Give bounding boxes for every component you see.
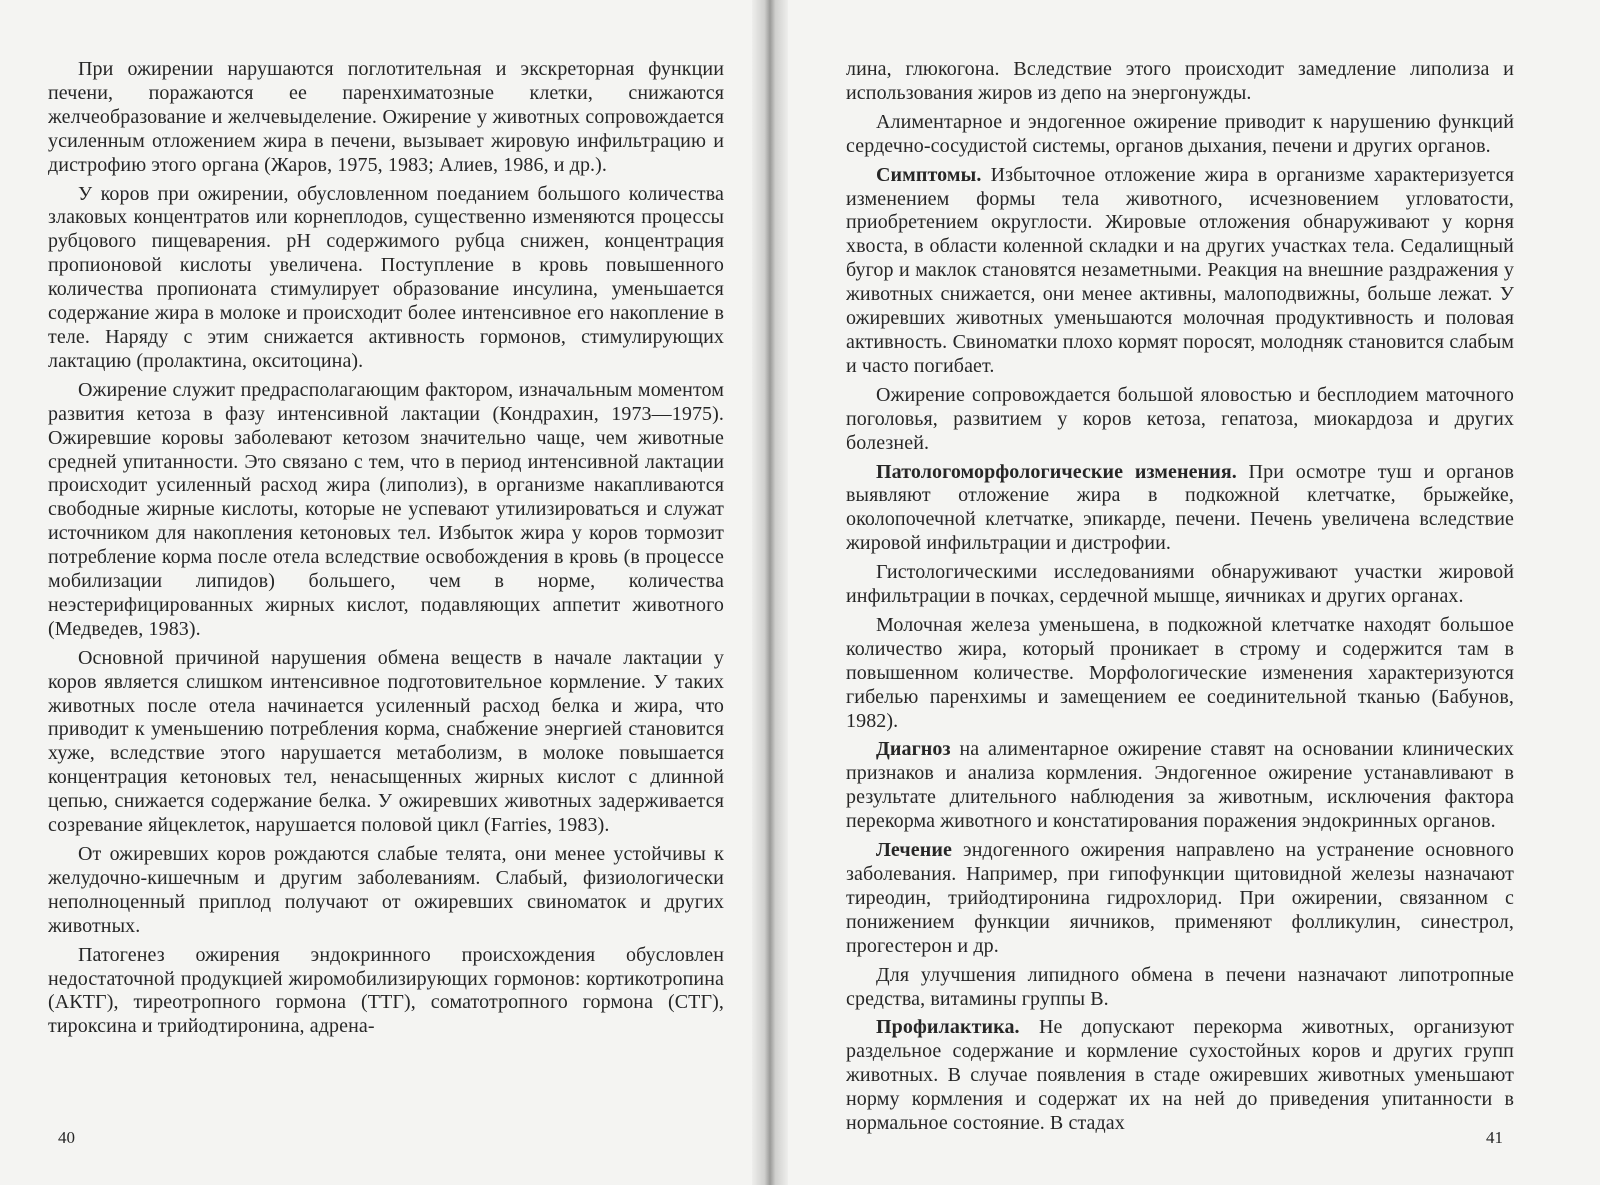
section-heading-diagnosis: Диагноз (876, 738, 951, 761)
section-heading-symptoms: Симптомы. (876, 163, 982, 186)
page-number-right: 41 (1486, 1128, 1503, 1147)
paragraph: У коров при ожирении, обусловленном поеданием большого количества злаковых концентратов или корнеплодов, существенно изменяются процессы рубцового пищеварения. pH содержимого рубца снижен, концентрация пропионовой кислоты увеличена. Поступление в кровь повышенного количества пропионата стимулирует образование инсулина, уменьшается содержание жира в молоке и происходит более интенсивное его накопление в теле. Наряду с этим снижается активность гормонов, стимулирующих лактацию (пролактина, окситоцина). (48, 182, 724, 372)
page-number-left: 40 (58, 1128, 75, 1147)
paragraph: Ожирение служит предрасполагающим фактором, изначальным моментом развития кетоза в фазу интенсивной лактации (Кондрахин, 1973—1975). Ожиревшие коровы заболевают кетозом значительно чаще, чем животные средней упитанности. Это связано с тем, что в период интенсивной лактации происходит усиленный расход жира (липолиз), в организме накапливаются свободные жирные кислоты, которые не успевают утилизироваться и служат источником для накопления кетоновых тел. Избыток жира у коров тормозит потребление корма после отела вследствие освобождения в кровь (в процессе мобилизации липидов) большего, чем в норме, количества неэстерифицированных жирных кислот, подавляющих аппетит животного (Медведев, 1983). (48, 378, 724, 640)
paragraph-text: на алиментарное ожирение ставят на основании клинических признаков и анализа кормления. Эндогенное ожирение устанавливают в результате длительного наблюдения за животным, исключения фактора перекорма животного и констатирования поражения эндокринных органов. (846, 738, 1514, 833)
paragraph: Основной причиной нарушения обмена веществ в начале лактации у коров является слишком интенсивное подготовительное кормление. У таких животных после отела начинается усиленный расход белка и жира, что приводит к уменьшению потребления корма, снабжение энергией становится хуже, вследствие этого нарушается метаболизм, в молоке повышается концентрация кетоновых тел, ненасыщенных жирных кислот с длинной цепью, снижается содержание белка. У ожиревших животных задерживается созревание яйцеклеток, нарушается половой цикл (Farries, 1983). (48, 646, 724, 837)
book-gutter (752, 0, 788, 1185)
section-heading-treatment: Лечение (876, 839, 952, 862)
paragraph: При ожирении нарушаются поглотительная и экскреторная функции печени, поражаются ее паренхиматозные клетки, снижаются желчеобразование и желчевыделение. Ожирение у животных сопровождается усиленным отложением жира в печени, вызывает жировую инфильтрацию и дистрофию этого органа (Жаров, 1975, 1983; Алиев, 1986, и др.). (48, 58, 724, 176)
paragraph: Алиментарное и эндогенное ожирение приводит к нарушению функций сердечно-сосудистой системы, органов дыхания, печени и других органов. (846, 110, 1514, 157)
paragraph-text: Избыточное отложение жира в организме характеризуется изменением формы тела животного, исчезновением угловатости, приобретением округлости. Жировые отложения обнаруживают у корня хвоста, в области коленной складки и на других участках тела. Седалищный бугор и маклок становятся незаметными. Реакция на внешние раздражения у животных снижается, они менее активны, малоподвижны, больше лежат. У ожиревших животных уменьшаются молочная продуктивность и половая активность. Свиноматки плохо кормят поросят, молодняк становится слабым и часто погибает. (846, 163, 1514, 377)
paragraph-text: При осмотре туш и органов выявляют отложение жира в подкожной клетчатке, брыжейке, околопочечной клетчатке, эпикарде, печени. Печень увеличена вследствие жировой инфильтрации и дистрофии. (846, 460, 1514, 555)
paragraph: Гистологическими исследованиями обнаруживают участки жировой инфильтрации в почках, сердечной мышце, яичниках и других органах. (846, 561, 1514, 608)
section-heading-prevention: Профилактика. (876, 1016, 1020, 1039)
section-heading-pathomorphology: Патологоморфологические изменения. (876, 460, 1237, 483)
paragraph: Для улучшения липидного обмена в печени назначают липотропные средства, витамины группы В. (846, 963, 1514, 1010)
left-page (48, 58, 724, 1044)
paragraph: Патогенез ожирения эндокринного происхождения обусловлен недостаточной продукцией жиромобилизирующих гормонов: кортикотропина (АКТГ), тиреотропного гормона (ТТГ), соматотропного гормона (СТГ), тироксина и трийодтиронина, адрена- (48, 943, 724, 1038)
paragraph: лина, глюкогона. Вследствие этого происходит замедление липолиза и использования жиров из депо на энергонужды. (846, 58, 1514, 104)
paragraph-prevention (846, 1016, 1514, 1136)
paragraph-treatment (846, 839, 1514, 959)
paragraph-text: Не допускают перекорма животных, организуют раздельное содержание и кормление сухостойных коров и других групп животных. В случае появления в стаде ожиревших животных уменьшают норму кормления и содержат их на ней до приведения упитанности в нормальное состояние. В стадах (846, 1016, 1514, 1135)
paragraph-text: эндогенного ожирения направлено на устранение основного заболевания. Например, при гипофункции щитовидной железы назначают тиреодин, трийодтиронина гидрохлорид. При ожирении, связанном с понижением функции яичников, применяют фолликулин, синестрол, прогестерон и др. (846, 839, 1514, 957)
right-page (846, 58, 1514, 1141)
paragraph-symptoms (846, 164, 1514, 379)
paragraph: От ожиревших коров рождаются слабые телята, они менее устойчивы к желудочно-кишечным и другим заболеваниям. Слабый, физиологически неполноценный приплод получают от ожиревших свиноматок и других животных. (48, 843, 724, 937)
paragraph-pathomorphology (846, 461, 1514, 557)
paragraph: Ожирение сопровождается большой яловостью и бесплодием маточного поголовья, развитием у коров кетоза, гепатоза, миокардоза и других болезней. (846, 383, 1514, 454)
paragraph: Молочная железа уменьшена, в подкожной клетчатке находят большое количество жира, который проникает в строму и содержится там в повышенном количестве. Морфологические изменения характеризуются гибелью паренхимы и замещением ее соединительной тканью (Бабунов, 1982). (846, 613, 1514, 732)
paragraph-diagnosis (846, 738, 1514, 834)
